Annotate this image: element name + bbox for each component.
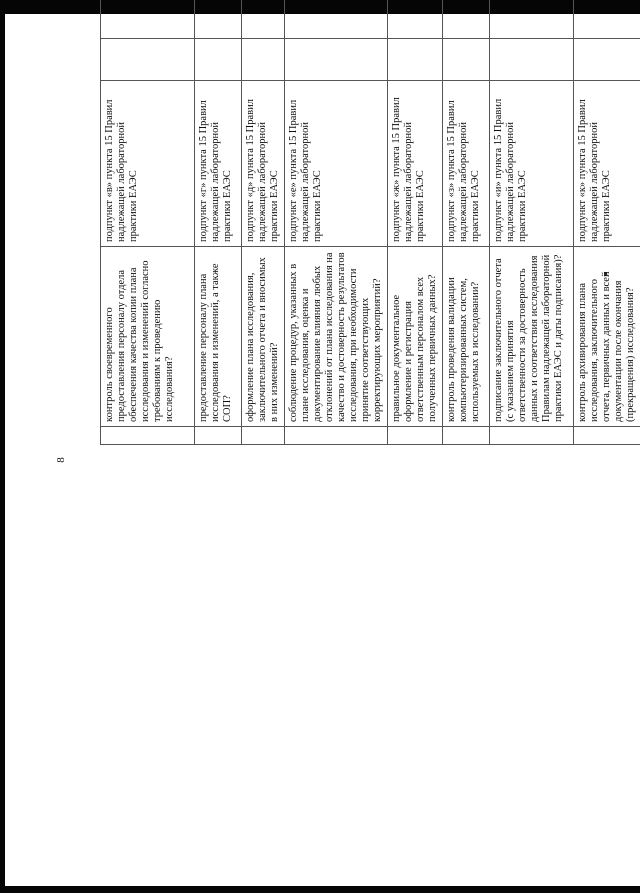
cell-index: [443, 427, 490, 445]
checklist-table: [100, 0, 640, 445]
cell-answer-no: [388, 0, 443, 39]
cell-answer-no: [242, 0, 285, 39]
cell-question: контроль архивирования плана исследования, заключительного отчета, первичных данных и всей документации после окончания (прекращения) исследования?: [574, 247, 640, 427]
cell-answer-no: [443, 0, 490, 39]
cell-reference: подпункт «в» пункта 15 Правил надлежащей лабораторной практики ЕАЭС: [101, 81, 195, 247]
cell-question: подписание заключительного отчета (с указанием принятия ответственности за достоверность данных и соответствия исследования Правилам надлежащей лабораторной практики ЕАЭС и даты подписания)?: [490, 247, 574, 427]
cell-answer-no: [195, 0, 242, 39]
cell-answer-yes: [443, 39, 490, 81]
table-row: [195, 0, 242, 445]
scan-edge-bottom: [0, 886, 640, 893]
cell-question: правильное документальное оформление и регистрация ответственным персоналом всех полученных первичных данных?: [388, 247, 443, 427]
cell-index: [242, 427, 285, 445]
cell-question: контроль проведения валидации компьютеризированных систем, используемых в исследовании?: [443, 247, 490, 427]
cell-answer-yes: [195, 39, 242, 81]
cell-index: [388, 427, 443, 445]
cell-answer-no: [101, 0, 195, 39]
cell-index: [574, 427, 640, 445]
cell-index: [285, 427, 388, 445]
cell-reference: подпункт «ж» пункта 15 Правил надлежащей лабораторной практики ЕАЭС: [388, 81, 443, 247]
cell-answer-no: [285, 0, 388, 39]
cell-reference: подпункт «г» пункта 15 Правил надлежащей лабораторной практики ЕАЭС: [195, 81, 242, 247]
page-number: 8: [54, 457, 67, 463]
table-row: [388, 0, 443, 445]
cell-question: контроль своевременного предоставления персоналу отдела обеспечения качества копии плана исследования и изменений согласно требованиям к проведению исследования?: [101, 247, 195, 427]
cell-answer-yes: [574, 39, 640, 81]
cell-answer-yes: [490, 39, 574, 81]
cell-reference: подпункт «д» пункта 15 Правил надлежащей лабораторной практики ЕАЭС: [242, 81, 285, 247]
cell-question: оформление плана исследования, заключительного отчета и вносимых в них изменений?: [242, 247, 285, 427]
cell-answer-no: [490, 0, 574, 39]
table-row: [574, 0, 640, 445]
rotated-page: [100, 0, 636, 445]
cell-index: [195, 427, 242, 445]
table-row: [490, 0, 574, 445]
cell-answer-yes: [285, 39, 388, 81]
cell-answer-no: [574, 0, 640, 39]
cell-question: соблюдение процедур, указанных в плане исследования, оценка и документирование влияния любых отклонений от плана исследования на качество и достоверность результатов исследования, при необходимости принятие соответствующих корректирующих мероприятий?: [285, 247, 388, 427]
table-row: [285, 0, 388, 445]
table-row: [101, 0, 195, 445]
cell-answer-yes: [388, 39, 443, 81]
cell-answer-yes: [242, 39, 285, 81]
cell-reference: подпункт «и» пункта 15 Правил надлежащей лабораторной практики ЕАЭС: [490, 81, 574, 247]
cell-reference: подпункт «е» пункта 15 Правил надлежащей лабораторной практики ЕАЭС: [285, 81, 388, 247]
table-row: [242, 0, 285, 445]
cell-reference: подпункт «з» пункта 15 Правил надлежащей лабораторной практики ЕАЭС: [443, 81, 490, 247]
cell-index: [490, 427, 574, 445]
cell-reference: подпункт «к» пункта 15 Правил надлежащей лабораторной практики ЕАЭС: [574, 81, 640, 247]
cell-question: предоставление персоналу плана исследования и изменений, а также СОП?: [195, 247, 242, 427]
scan-edge-left: [0, 0, 5, 893]
cell-index: [101, 427, 195, 445]
table-row: [443, 0, 490, 445]
cell-answer-yes: [101, 39, 195, 81]
